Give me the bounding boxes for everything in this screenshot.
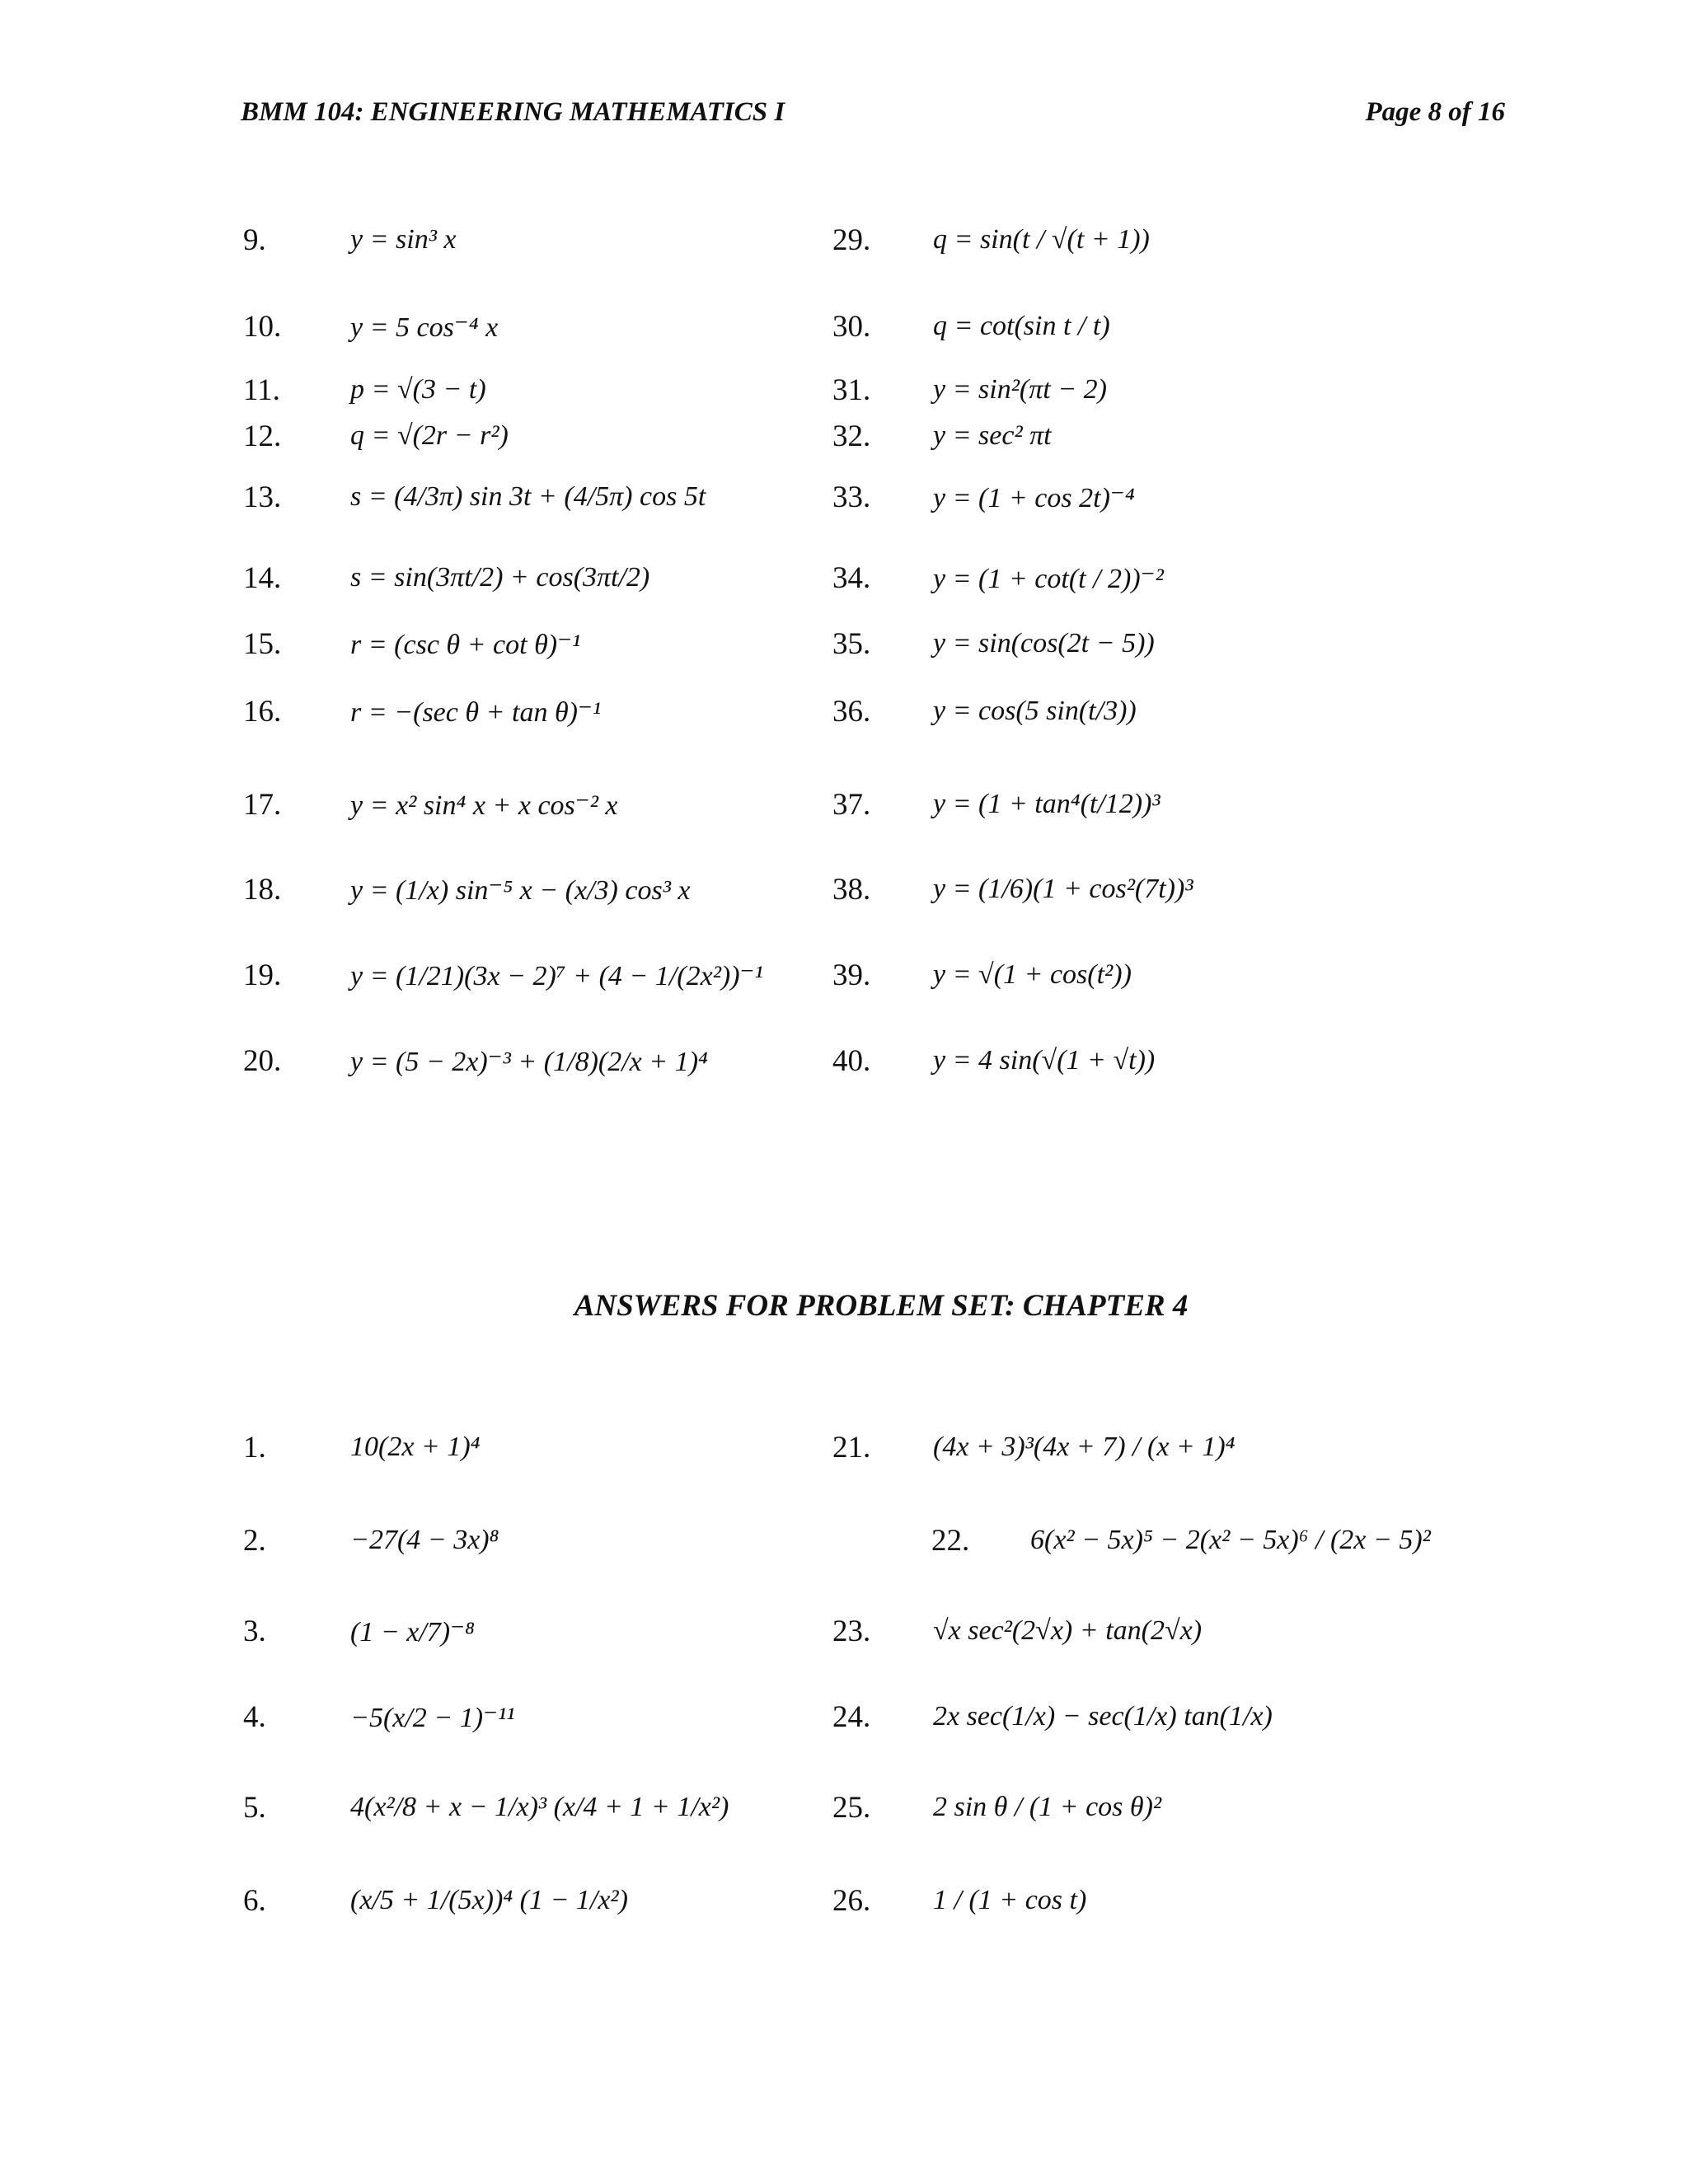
- problem-expression: y = √(1 + cos(t²)): [933, 959, 1132, 990]
- problem-number: 19.: [243, 958, 282, 992]
- problem-number: 18.: [243, 873, 282, 907]
- problem-expression: y = sin(cos(2t − 5)): [933, 628, 1155, 658]
- answer-number: 21.: [832, 1431, 871, 1465]
- answer-number: 24.: [832, 1700, 871, 1734]
- problem-expression: y = 4 sin(√(1 + √t)): [933, 1045, 1156, 1076]
- problem-expression: y = x² sin⁴ x + x cos⁻² x: [350, 790, 618, 821]
- page-header: [241, 97, 1505, 134]
- problem-expression: y = (1 + tan⁴(t/12))³: [933, 789, 1160, 819]
- problem-number: 9.: [243, 223, 266, 257]
- problem-number: 31.: [832, 373, 871, 407]
- problem-number: 35.: [832, 627, 871, 661]
- answer-expression: 6(x² − 5x)⁵ − 2(x² − 5x)⁶ / (2x − 5)²: [1030, 1525, 1431, 1555]
- answer-expression: (4x + 3)³(4x + 7) / (x + 1)⁴: [933, 1432, 1236, 1462]
- problem-number: 34.: [832, 561, 871, 595]
- answer-expression: 10(2x + 1)⁴: [350, 1432, 481, 1462]
- problem-expression: y = cos(5 sin(t/3)): [933, 696, 1137, 726]
- answer-number: 5.: [243, 1791, 266, 1825]
- answer-number: 26.: [832, 1884, 871, 1918]
- answer-expression: −27(4 − 3x)⁸: [350, 1525, 499, 1555]
- problem-number: 10.: [243, 310, 282, 344]
- problem-number: 37.: [832, 788, 871, 822]
- problem-number: 38.: [832, 873, 871, 907]
- problem-number: 30.: [832, 310, 871, 344]
- answer-number: 4.: [243, 1700, 266, 1734]
- answer-number: 1.: [243, 1431, 266, 1465]
- problem-number: 15.: [243, 627, 282, 661]
- page-number: Page 8 of 16: [1365, 97, 1505, 127]
- problem-number: 33.: [832, 480, 871, 514]
- problem-expression: y = sec² πt: [933, 420, 1052, 451]
- problem-number: 32.: [832, 419, 871, 453]
- problem-number: 39.: [832, 958, 871, 992]
- problem-number: 29.: [832, 223, 871, 257]
- answer-expression: 4(x²/8 + x − 1/x)³ (x/4 + 1 + 1/x²): [350, 1792, 729, 1822]
- problem-expression: s = sin(3πt/2) + cos(3πt/2): [350, 562, 650, 593]
- problem-expression: r = (csc θ + cot θ)⁻¹: [350, 630, 581, 660]
- answer-number: 2.: [243, 1524, 266, 1558]
- problem-number: 20.: [243, 1044, 282, 1078]
- answer-expression: 2x sec(1/x) − sec(1/x) tan(1/x): [933, 1701, 1273, 1732]
- problem-number: 13.: [243, 480, 282, 514]
- problem-number: 12.: [243, 419, 282, 453]
- problem-number: 40.: [832, 1044, 871, 1078]
- answer-number: 23.: [832, 1615, 871, 1648]
- problem-expression: q = sin(t / √(t + 1)): [933, 224, 1150, 255]
- answer-number: 25.: [832, 1791, 871, 1825]
- answers-heading: ANSWERS FOR PROBLEM SET: CHAPTER 4: [574, 1289, 1189, 1323]
- answer-expression: 1 / (1 + cos t): [933, 1885, 1087, 1915]
- problem-expression: y = (1 + cos 2t)⁻⁴: [933, 483, 1135, 513]
- problem-expression: y = 5 cos⁻⁴ x: [350, 312, 499, 343]
- answer-expression: (1 − x/7)⁻⁸: [350, 1617, 475, 1647]
- problem-expression: y = (1/x) sin⁻⁵ x − (x/3) cos³ x: [350, 875, 691, 906]
- problem-expression: r = −(sec θ + tan θ)⁻¹: [350, 697, 602, 728]
- problem-number: 16.: [243, 695, 282, 729]
- problem-expression: y = sin²(πt − 2): [933, 374, 1107, 405]
- answer-number: 3.: [243, 1615, 266, 1648]
- problem-number: 36.: [832, 695, 871, 729]
- problem-number: 11.: [243, 373, 280, 407]
- answer-expression: −5(x/2 − 1)⁻¹¹: [350, 1703, 515, 1733]
- answer-expression: 2 sin θ / (1 + cos θ)²: [933, 1792, 1162, 1822]
- answer-expression: (x/5 + 1/(5x))⁴ (1 − 1/x²): [350, 1885, 628, 1915]
- answer-expression: √x sec²(2√x) + tan(2√x): [933, 1615, 1203, 1646]
- problem-number: 14.: [243, 561, 282, 595]
- problem-expression: y = (1/21)(3x − 2)⁷ + (4 − 1/(2x²))⁻¹: [350, 961, 763, 991]
- problem-number: 17.: [243, 788, 282, 822]
- problem-expression: p = √(3 − t): [350, 374, 486, 405]
- problem-expression: y = (1 + cot(t / 2))⁻²: [933, 564, 1164, 594]
- problem-expression: y = (5 − 2x)⁻³ + (1/8)(2/x + 1)⁴: [350, 1047, 708, 1077]
- problem-expression: y = (1/6)(1 + cos²(7t))³: [933, 874, 1193, 904]
- answer-number: 6.: [243, 1884, 266, 1918]
- problem-expression: q = cot(sin t / t): [933, 311, 1110, 341]
- problem-expression: s = (4/3π) sin 3t + (4/5π) cos 5t: [350, 481, 706, 512]
- problem-expression: y = sin³ x: [350, 224, 457, 255]
- document-title: BMM 104: ENGINEERING MATHEMATICS I: [241, 97, 785, 127]
- answer-number: 22.: [931, 1524, 970, 1558]
- problem-expression: q = √(2r − r²): [350, 420, 509, 451]
